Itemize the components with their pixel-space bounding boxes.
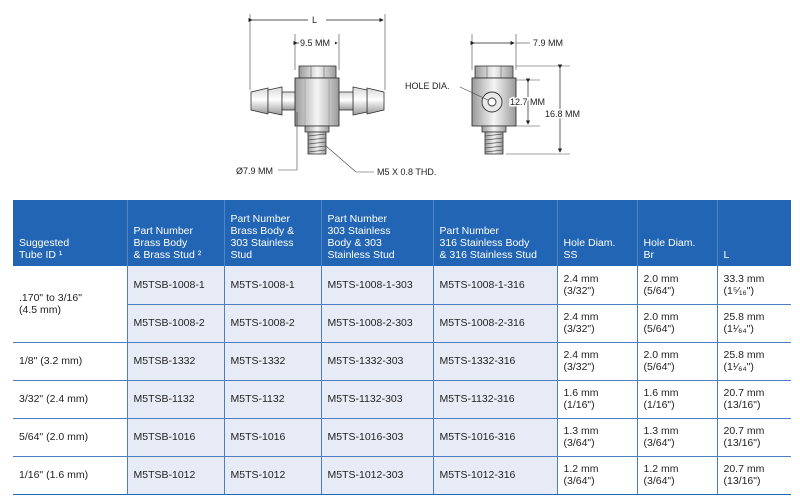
- cell-line: 3/32" (2.4 mm): [19, 393, 89, 405]
- table-row: [13, 456, 791, 494]
- cell-hole-ss: [557, 456, 637, 494]
- cell-line: 1/8" (3.2 mm): [19, 355, 83, 367]
- cell-line: (1/16"): [563, 399, 595, 411]
- cell-brass-303-part: M5TS-1008-1: [224, 266, 321, 304]
- front-view: [250, 11, 385, 172]
- header-line: 316 Stainless Body: [439, 237, 530, 249]
- header-line: Br: [643, 249, 654, 261]
- cell-line: 2.4 mm: [563, 272, 599, 285]
- cell-line: (5/64"): [643, 284, 675, 297]
- cell-brass-part: M5TSB-1332: [127, 342, 224, 380]
- cell-ss303-part: M5TS-1008-2-303: [321, 304, 433, 342]
- cell-brass-303-part: M5TS-1132: [224, 380, 321, 418]
- header-ss303: [321, 200, 433, 266]
- header-line: & 316 Stainless Stud: [439, 249, 537, 261]
- cell-hole-ss: [557, 266, 637, 304]
- cell-hole-br: [637, 456, 717, 494]
- cell-line: (3/32"): [563, 361, 595, 373]
- header-line: Brass Body: [133, 237, 188, 249]
- cell-line: 2.4 mm: [563, 349, 599, 361]
- dim-barb-od-label: Ø7.9 MM: [236, 166, 274, 176]
- cell-line: 25.8 mm: [723, 311, 765, 323]
- header-tube-id: [13, 200, 127, 266]
- cell-line: 1.3 mm: [643, 425, 679, 437]
- fitting-drawing-svg: [0, 0, 800, 196]
- cell-line: (1¹⁄₆₄"): [723, 361, 754, 373]
- cell-line: 2.4 mm: [563, 311, 599, 323]
- side-view: [460, 34, 570, 154]
- header-length: [717, 200, 791, 266]
- cell-tube-id: [13, 380, 127, 418]
- cell-ss303-part: M5TS-1008-1-303: [321, 266, 433, 304]
- dim-overall-height-label: 16.8 MM: [545, 109, 581, 119]
- header-line: L: [723, 249, 730, 261]
- cell-line: 1/16" (1.6 mm): [19, 469, 89, 481]
- header-line: Part Number: [230, 213, 291, 225]
- technical-drawing: [0, 0, 800, 196]
- cell-hole-ss: [557, 304, 637, 342]
- part-number-table: [13, 200, 791, 495]
- cell-ss303-part: M5TS-1332-303: [321, 342, 433, 380]
- cell-line: 25.8 mm: [723, 349, 765, 361]
- table-row: [13, 418, 791, 456]
- cell-line: (3/32"): [563, 284, 595, 297]
- cell-line: (1¹⁄₆₄"): [723, 323, 754, 335]
- header-line: Hole Diam.: [563, 237, 616, 249]
- cell-brass-303-part: M5TS-1332: [224, 342, 321, 380]
- cell-line: 2.0 mm: [643, 272, 679, 285]
- header-line: Stainless Stud: [327, 249, 395, 261]
- cell-line: (13/16"): [723, 475, 761, 487]
- header-brass-303: [224, 200, 321, 266]
- cell-line: 33.3 mm: [723, 272, 765, 285]
- header-line: Part Number: [439, 225, 500, 237]
- cell-line: 20.7 mm: [723, 425, 765, 437]
- cell-brass-part: M5TSB-1008-1: [127, 266, 224, 304]
- table-row: [13, 342, 791, 380]
- cell-line: (1⁵⁄₁₆"): [723, 284, 754, 297]
- table-header-row: [13, 200, 791, 266]
- cell-ss316-part: M5TS-1016-316: [433, 418, 557, 456]
- cell-line: 2.0 mm: [643, 349, 679, 361]
- cell-line: 20.7 mm: [723, 463, 765, 475]
- cell-length: [717, 380, 791, 418]
- cell-hole-ss: [557, 418, 637, 456]
- cell-line: (3/32"): [563, 323, 595, 335]
- header-line: Tube ID ¹: [19, 249, 63, 261]
- dim-side-depth-label: 7.9 MM: [533, 38, 564, 48]
- cell-brass-part: M5TSB-1132: [127, 380, 224, 418]
- cell-line: (4.5 mm): [19, 303, 61, 316]
- header-line: Suggested: [19, 237, 70, 249]
- table-row: [13, 266, 791, 304]
- header-hole-br: [637, 200, 717, 266]
- cell-line: 20.7 mm: [723, 387, 765, 399]
- dim-hex-width-label: 9.5 MM: [300, 38, 331, 48]
- cell-ss303-part: M5TS-1012-303: [321, 456, 433, 494]
- cell-length: [717, 418, 791, 456]
- cell-hole-br: [637, 342, 717, 380]
- cell-line: (3/64"): [643, 437, 675, 449]
- cell-line: 2.0 mm: [643, 311, 679, 323]
- cell-length: [717, 456, 791, 494]
- cell-line: 5/64" (2.0 mm): [19, 431, 89, 443]
- cell-length: [717, 342, 791, 380]
- cell-line: 1.2 mm: [643, 463, 679, 475]
- cell-ss303-part: M5TS-1132-303: [321, 380, 433, 418]
- header-ss316: [433, 200, 557, 266]
- header-line: SS: [563, 249, 578, 261]
- cell-ss316-part: M5TS-1332-316: [433, 342, 557, 380]
- cell-brass-303-part: M5TS-1016: [224, 418, 321, 456]
- cell-line: (3/64"): [563, 475, 595, 487]
- header-line: Stud: [230, 249, 253, 261]
- header-line: & Brass Stud ²: [133, 249, 202, 261]
- cell-line: 1.6 mm: [643, 387, 679, 399]
- cell-ss316-part: M5TS-1132-316: [433, 380, 557, 418]
- cell-line: (13/16"): [723, 437, 761, 449]
- cell-hole-ss: [557, 342, 637, 380]
- header-line: Brass Body &: [230, 225, 295, 237]
- cell-brass-303-part: M5TS-1008-2: [224, 304, 321, 342]
- cell-tube-id: [13, 342, 127, 380]
- cell-line: .170" to 3/16": [19, 291, 82, 304]
- cell-tube-id: [13, 456, 127, 494]
- cell-brass-303-part: M5TS-1012: [224, 456, 321, 494]
- cell-hole-br: [637, 418, 717, 456]
- header-line: Part Number: [133, 225, 194, 237]
- table-row: [13, 304, 791, 342]
- header-line: Part Number: [327, 213, 388, 225]
- dim-length-label: L: [312, 15, 318, 25]
- header-line: Hole Diam.: [643, 237, 696, 249]
- cell-ss316-part: M5TS-1008-1-316: [433, 266, 557, 304]
- cell-line: 1.2 mm: [563, 463, 599, 475]
- cell-line: (1/16"): [643, 399, 675, 411]
- cell-line: 1.3 mm: [563, 425, 599, 437]
- dim-thread-label: M5 X 0.8 THD.: [377, 167, 437, 177]
- cell-brass-part: M5TSB-1008-2: [127, 304, 224, 342]
- dim-hole-height-label: 12.7 MM: [510, 97, 546, 107]
- cell-ss316-part: M5TS-1008-2-316: [433, 304, 557, 342]
- cell-length: [717, 304, 791, 342]
- header-line: Body & 303: [327, 237, 382, 249]
- header-line: 303 Stainless: [327, 225, 391, 237]
- cell-tube-id: [13, 418, 127, 456]
- cell-brass-part: M5TSB-1012: [127, 456, 224, 494]
- cell-line: (3/64"): [563, 437, 595, 449]
- cell-hole-br: [637, 304, 717, 342]
- cell-ss303-part: M5TS-1016-303: [321, 418, 433, 456]
- header-hole-ss: [557, 200, 637, 266]
- header-brass-brass: [127, 200, 224, 266]
- cell-line: (3/64"): [643, 475, 675, 487]
- cell-hole-br: [637, 266, 717, 304]
- cell-tube-id: [13, 266, 127, 342]
- cell-brass-part: M5TSB-1016: [127, 418, 224, 456]
- table-body: [13, 266, 791, 494]
- cell-line: (13/16"): [723, 399, 761, 411]
- table-row: [13, 380, 791, 418]
- cell-line: 1.6 mm: [563, 387, 599, 399]
- cell-length: [717, 266, 791, 304]
- cell-hole-ss: [557, 380, 637, 418]
- dim-hole-label: HOLE DIA.: [405, 81, 450, 91]
- header-line: 303 Stainless: [230, 237, 294, 249]
- cell-hole-br: [637, 380, 717, 418]
- cell-ss316-part: M5TS-1012-316: [433, 456, 557, 494]
- cell-line: (5/64"): [643, 361, 675, 373]
- cell-line: (5/64"): [643, 323, 675, 335]
